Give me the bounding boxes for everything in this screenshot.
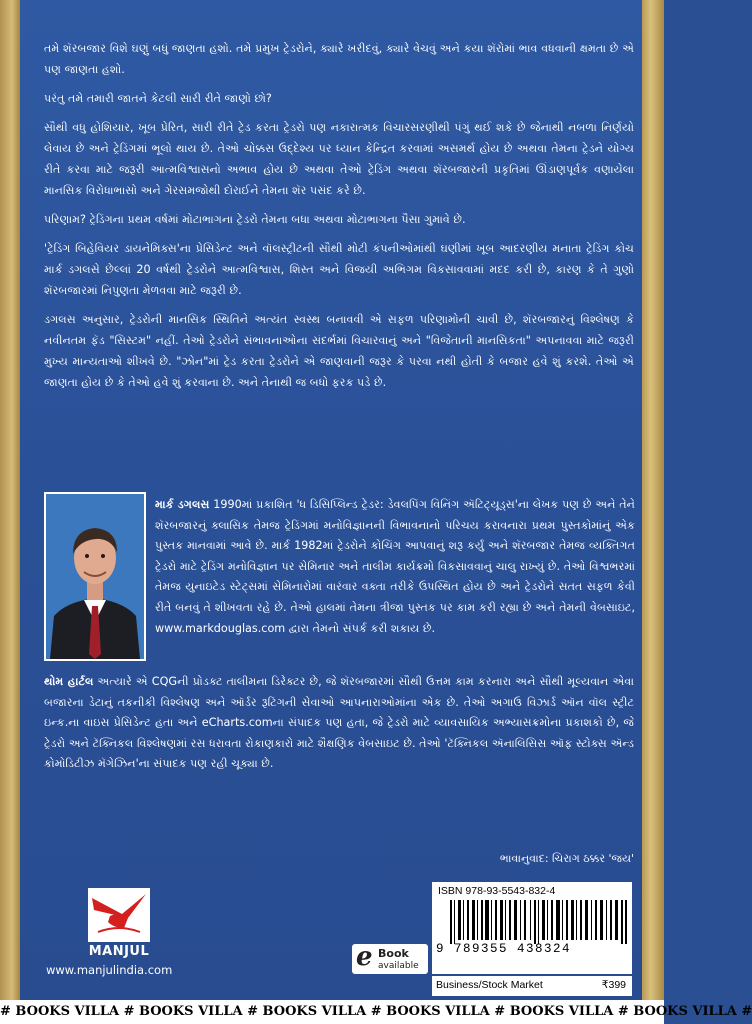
publisher-logo bbox=[88, 888, 150, 942]
blurb-paragraph-4: પરિણામ? ટ્રેડિંગના પ્રથમ વર્ષમાં મોટાભાગના ટ્રેડરો તેમના બધા અથવા મોટાભાગના પૈસા ગુમાવે છે. bbox=[44, 213, 466, 226]
swan-logo-icon bbox=[88, 888, 150, 942]
author-portrait-icon bbox=[46, 494, 144, 659]
gold-edge-left bbox=[0, 0, 20, 1000]
ebook-badge bbox=[352, 944, 428, 974]
author-photo bbox=[44, 492, 146, 661]
author-bio-end: દ્વારા તેમનો સંપર્ક કરી શકાય છે. bbox=[285, 621, 436, 635]
barcode-bars-icon bbox=[450, 900, 628, 944]
blurb-paragraph-5: 'ટ્રેડિંગ બિહેવિયર ડાયનેમિક્સ'ના પ્રેસિડેન્ટ અને વૉલસ્ટ્રીટની સૌથી મોટી કંપનીઓમાંથી ઘણીમાં ખૂબ આદરણીય મનાતા ટ્રેડિંગ કોચ માર્ક ડગલસે છેલ્લાં 20 વર્ષથી ટ્રેડરોને આત્મવિશ્વાસ, શિસ્ત અને વિજયી અભિગમ વિકસાવવામાં મદદ કરી છે, કારણ કે તે ગુણો શૅરબજારમાં નિપુણતા મેળવવા માટે જરૂરી છે. bbox=[44, 242, 634, 297]
isbn-text: ISBN 978-93-5543-832-4 bbox=[438, 885, 556, 897]
barcode bbox=[432, 882, 632, 974]
category-price-box bbox=[432, 976, 632, 996]
author-name-mark-douglas: માર્ક ડગલસ bbox=[155, 498, 210, 511]
author-bio-mark-douglas bbox=[155, 495, 635, 639]
blurb-paragraph-6: ડગલસ અનુસાર, ટ્રેડરોની માનસિક સ્થિતિને અત્યંત સ્વસ્થ બનાવવી એ સફળ પરિણામોની ચાવી છે, શૅરબજારનું વિશ્લેષણ કે નવીનતમ ફૅડ "સિસ્ટમ" નહીં. તેઓ ટ્રેડરોને સંભાવનાઓના સંદર્ભમાં વિચારવાનું અને "વિજેતાની માનસિકતા" અપનાવવા માટે જરૂરી મુખ્ય માન્યતાઓ શીખવે છે. "ઝોન"માં ટ્રેડ કરતા ટ્રેડરોને એ જાણવાની જરૂર કે પરવા નથી હોતી કે બજાર હવે શું કરશે. તેઓ એ જાણતા હોય છે કે તેઓ હવે શું કરવાના છે. અને તેનાથી જ બધો ફરક પડે છે. bbox=[44, 313, 634, 389]
publisher-website-link[interactable]: www.manjulindia.com bbox=[46, 963, 173, 977]
category-label: Business/Stock Market bbox=[436, 979, 543, 991]
gold-edge-right bbox=[642, 0, 664, 1000]
watermark-strip: # BOOKS VILLA # BOOKS VILLA # BOOKS VILLA # BOOKS VILLA # BOOKS VILLA # BOOKS VILLA # bbox=[0, 1000, 664, 1024]
blurb-paragraph-3: સૌથી વધુ હોશિયાર, ખૂબ પ્રેરિત, સારી રીતે ટ્રેડ કરતા ટ્રેડરો પણ નકારાત્મક વિચારસરણીથી પંગું થઈ શકે છે જેનાથી નબળા નિર્ણયો લેવાય છે અને ટ્રેડિંગમાં ભૂલો થાય છે. તેઓ ચોક્કસ ઉદ્દેશ્ય પર ધ્યાન કેન્દ્રિત કરવામાં અસમર્થ હોય છે અથવા તેમના ટ્રેડને યોગ્ય રીતે કરવા માટે જરૂરી આત્મવિશ્વાસનો અભાવ હોય છે અથવા તેઓ ટ્રેડિંગ અથવા શૅરબજારની પ્રકૃતિમાં ઊંડાણપૂર્વક વણાયેલા માનસિક વિરોધાભાસો અને ગેરસમજોથી દોરાઈને તેમના શૅર પસંદ કરે છે. bbox=[44, 121, 634, 197]
author-name-thom-hartle: થોમ હાર્ટલ bbox=[44, 675, 94, 688]
publisher-name: MANJUL bbox=[88, 944, 150, 959]
price-label: ₹399 bbox=[601, 979, 626, 991]
blurb-paragraph-1: તમે શૅરબજાર વિશે ઘણું બધું જાણતા હશો. તમે પ્રમુખ ટ્રેડરોને, ક્યારે ખરીદવું, ક્યારે વેચવું અને કયા શૅરોમાં ભાવ વધવાની ક્ષમતા છે એ પણ જાણતા હશો. bbox=[44, 42, 634, 76]
author-website-link[interactable]: www.markdouglas.com bbox=[155, 621, 286, 635]
ebook-line2: available bbox=[378, 961, 419, 971]
barcode-digits: 9 789355 438324 bbox=[436, 942, 572, 956]
author-bio-thom-hartle bbox=[44, 672, 634, 775]
blurb-question: પરંતુ તમે તમારી જાતને કેટલી સારી રીતે જાણો છો? bbox=[44, 92, 272, 105]
ebook-line1: Book bbox=[378, 947, 409, 960]
author-bio-text: 1990માં પ્રકાશિત 'ધ ડિસિપ્લિન્ડ ટ્રેડર: ડેવલપિંગ વિનિંગ ઍટિટ્યૂડ્સ'ના લેખક પણ છે અને તેને શૅરબજારનું ક્લાસિક તેમજ ટ્રેડિંગમાં મનોવિજ્ઞાનની વિભાવનાનો પરિચય કરાવનારા પ્રથમ પુસ્તકોમાંનું એક પુસ્તક માનવામાં આવે છે. માર્ક 1982માં ટ્રેડરોને કોચિંગ આપવાનું શરૂ કર્યું અને શૅરબજાર તેમજ વ્યક્તિગત ટ્રેડરો માટે ટ્રેડિંગ મનોવિજ્ઞાન પર સેમિનાર અને તાલીમ કાર્યક્રમો વિકસાવવાનું ચાલુ રાખ્યું છે. તેઓ વિશ્વભરમાં તેમજ યુનાઇટેડ સ્ટેટ્સમાં સેમિનારોમાં વારંવાર વક્તા તરીકે ઉપસ્થિત હોય છે અને ટ્રેડરોને સતત સફળ કેવી રીતે બનવું તે શીખવતા રહે છે. તેઓ હાલમાં તેમના ત્રીજા પુસ્તક પર કામ કરી રહ્યા છે અને તેમની વેબસાઇટ, bbox=[155, 498, 636, 614]
ebook-letter: e bbox=[356, 942, 373, 972]
author2-bio-text: અત્યારે એ CQGની પ્રોડક્ટ તાલીમના ડિરેક્ટર છે, જે શૅરબજારમાં સૌથી ઉત્તમ કામ કરનારા અને સૌથી મૂલ્યવાન એવા બજારના ડેટાનું તકનીકી વિશ્લેષણ અને ઑર્ડર રૂટિંગની સેવાઓ આપનારાઓમાંના એક છે. તેઓ અગાઉ વિઝાર્ડ ઑન વૉલ સ્ટ્રીટ ઇન્ક.ના વાઇસ પ્રેસિડેન્ટ હતા અને eCharts.comના સંપાદક પણ હતા, જે ટ્રેડરો માટે વ્યાવસાયિક અભ્યાસક્રમોના પ્રકાશકો છે, જે ટ્રેડરો અને ટૅક્નિકલ વિશ્લેષણમાં રસ ધરાવતા રોકાણકારો માટે શૈક્ષણિક વેબસાઇટ છે. તેઓ 'ટૅક્નિકલ ઍનાલિસિસ ઑફ સ્ટોક્સ ઍન્ડ કોમોડિટીઝ મૅગેઝિન'ના સંપાદક પણ રહી ચૂક્યા છે. bbox=[44, 675, 634, 771]
blurb-text bbox=[44, 38, 634, 401]
translator-credit: ભાવાનુવાદ: ચિરાગ ઠક્કર 'જય' bbox=[499, 852, 634, 865]
